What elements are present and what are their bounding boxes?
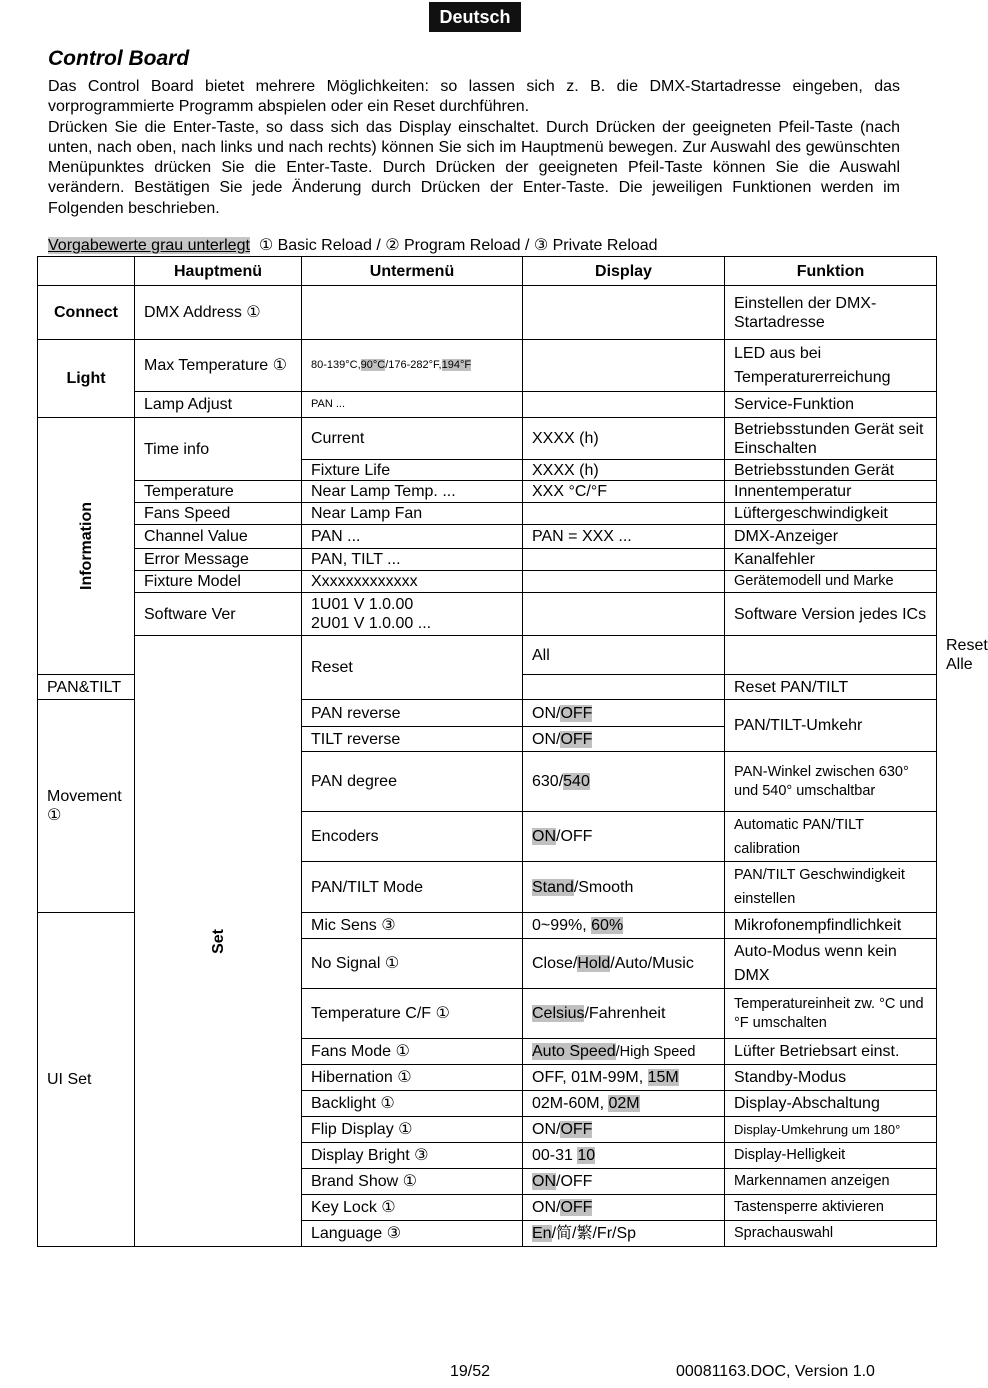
table-row (38, 286, 937, 340)
table-row (38, 392, 937, 418)
section-set (135, 636, 302, 1247)
submenu-cell: Temperature C/F ① (302, 989, 523, 1039)
function-cell: PAN-Winkel zwischen 630° und 540° umschaltbar (725, 752, 937, 812)
submenu-cell: Display Bright ③ (302, 1143, 523, 1169)
submenu-cell: Fans Mode ① (302, 1039, 523, 1065)
function-cell: Auto-Modus wenn kein DMX (725, 939, 937, 989)
display-cell (523, 392, 725, 418)
submenu-cell: TILT reverse (302, 727, 523, 752)
submenu-cell: PAN&TILT (38, 675, 135, 700)
display-option: /Smooth (573, 878, 634, 896)
submenu-cell: Brand Show ① (302, 1169, 523, 1195)
submenu-default-f: 194°F (441, 359, 472, 371)
display-default: OFF (560, 704, 593, 722)
submenu-cell: Mic Sens ③ (302, 913, 523, 939)
display-cell (523, 1065, 725, 1091)
function-cell: Temperatureinheit zw. °C und °F umschalten (725, 989, 937, 1039)
display-option: /Auto/Music (610, 955, 694, 972)
display-default: Stand (532, 878, 574, 896)
legend-grey-label: Vorgabewerte grau unterlegt (48, 237, 250, 254)
display-cell (523, 727, 725, 752)
display-option: 02M-60M, (532, 1095, 609, 1112)
main-menu-cell: Time info (135, 418, 302, 481)
main-menu-cell: Fixture Model (135, 571, 302, 593)
display-cell (523, 549, 725, 571)
intro-paragraph-2: Drücken Sie die Enter-Taste, so dass sich das Display einschaltet. Durch Drücken der geeigneten Pfeil-Taste (nach unten, nach oben, nach links und nach rechts) können Sie sich im Hauptmenü bewegen. Zur Auswahl des gewünschten Menüpunktes drücken Sie die Enter-Taste. Durch Drücken der geeigneten Pfeil-Taste können Sie die Auswahl verändern. Bestätigen Sie jede Änderung durch Drücken der Enter-Taste. Die jeweiligen Funktionen werden im Folgenden beschrieben. (48, 118, 900, 217)
display-cell (523, 1039, 725, 1065)
submenu-cell: Current (302, 418, 523, 460)
table-row (38, 549, 937, 571)
display-cell (523, 340, 725, 392)
header-main-menu: Hauptmenü (135, 257, 302, 286)
function-cell: Tastensperre aktivieren (725, 1195, 937, 1221)
table-header-row (38, 257, 937, 286)
submenu-cell: Key Lock ① (302, 1195, 523, 1221)
table-row (38, 340, 937, 392)
header-submenu: Untermenü (302, 257, 523, 286)
function-cell: Betriebsstunden Gerät (725, 460, 937, 481)
display-default: 02M (608, 1095, 640, 1112)
function-cell: Display-Abschaltung (725, 1091, 937, 1117)
main-menu-cell: Temperature (135, 481, 302, 503)
submenu-cell: All (523, 636, 725, 675)
function-cell: Kanalfehler (725, 549, 937, 571)
submenu-cell (302, 286, 523, 340)
display-option: /OFF (556, 1173, 593, 1190)
function-cell: Service-Funktion (725, 392, 937, 418)
submenu-cell: 1U01 V 1.0.00 2U01 V 1.0.00 ... (302, 593, 523, 636)
function-cell: Lüftergeschwindigkeit (725, 503, 937, 525)
display-option: /OFF (556, 828, 593, 845)
submenu-range-c: 80-139°C, (311, 359, 361, 371)
display-option: ON/ (532, 1121, 561, 1138)
display-cell (523, 1221, 725, 1247)
display-cell (523, 593, 725, 636)
section-connect: Connect (38, 286, 135, 340)
main-menu-cell: Channel Value (135, 525, 302, 549)
page-number: 19/52 (450, 1363, 491, 1380)
section-set-label: Set (209, 928, 227, 954)
display-default: 15M (647, 1069, 679, 1086)
display-cell (523, 286, 725, 340)
display-default: OFF (560, 730, 593, 748)
display-cell (523, 752, 725, 812)
display-default: Auto Speed (532, 1042, 616, 1060)
main-menu-cell: Max Temperature ① (135, 340, 302, 392)
function-cell: Betriebsstunden Gerät seit Einschalten (725, 418, 937, 460)
display-cell (523, 913, 725, 939)
section-information (38, 418, 135, 675)
function-cell: DMX-Anzeiger (725, 525, 937, 549)
submenu-default-c: 90°C (360, 359, 386, 371)
function-cell: Sprachauswahl (725, 1221, 937, 1247)
table-row (38, 571, 937, 593)
display-cell (725, 636, 937, 675)
submenu-cell: PAN/TILT Mode (302, 862, 523, 913)
function-cell: Software Version jedes ICs (725, 593, 937, 636)
intro-text (48, 77, 900, 219)
display-option: ON/ (532, 730, 561, 748)
submenu-range-f: /176-282°F, (385, 359, 442, 371)
display-cell (523, 700, 725, 727)
submenu-cell: Encoders (302, 812, 523, 862)
display-default: OFF (560, 1121, 593, 1138)
main-menu-cell: Movement ① (38, 700, 135, 913)
display-cell (523, 1117, 725, 1143)
main-menu-cell: DMX Address ① (135, 286, 302, 340)
submenu-cell: Backlight ① (302, 1091, 523, 1117)
main-menu-cell: Fans Speed (135, 503, 302, 525)
submenu-cell: Flip Display ① (302, 1117, 523, 1143)
function-cell: Standby-Modus (725, 1065, 937, 1091)
function-cell: Automatic PAN/TILT calibration (725, 812, 937, 862)
function-cell: Lüfter Betriebsart einst. (725, 1039, 937, 1065)
function-cell: Gerätemodell und Marke (725, 571, 937, 593)
display-option: OFF, 01M-99M, (532, 1069, 648, 1086)
submenu-cell: PAN degree (302, 752, 523, 812)
display-default: ON (532, 828, 556, 845)
legend (48, 235, 658, 255)
function-cell: Mikrofonempfindlichkeit (725, 913, 937, 939)
display-default: Hold (577, 955, 611, 972)
main-menu-cell: Reset (302, 636, 523, 700)
display-option: /简/繁/Fr/Sp (551, 1225, 637, 1242)
table-row (38, 593, 937, 636)
display-cell (523, 939, 725, 989)
display-cell (523, 812, 725, 862)
language-tab: Deutsch (429, 2, 521, 32)
submenu-cell: Near Lamp Temp. ... (302, 481, 523, 503)
display-cell (523, 1143, 725, 1169)
function-cell: Innentemperatur (725, 481, 937, 503)
submenu-cell: Hibernation ① (302, 1065, 523, 1091)
table-row (38, 503, 937, 525)
section-light: Light (38, 340, 135, 418)
submenu-cell: Language ③ (302, 1221, 523, 1247)
legend-reload-keys: ① Basic Reload / ② Program Reload / ③ Private Reload (249, 237, 658, 254)
display-cell (523, 1169, 725, 1195)
display-cell: PAN = XXX ... (523, 525, 725, 549)
main-menu-cell: UI Set (38, 913, 135, 1247)
display-option: /High Speed (615, 1043, 696, 1060)
display-cell: XXXX (h) (523, 418, 725, 460)
function-cell: Display-Umkehrung um 180° (725, 1117, 937, 1143)
display-default: En (532, 1225, 552, 1242)
submenu-cell: No Signal ① (302, 939, 523, 989)
header-display: Display (523, 257, 725, 286)
display-cell (523, 675, 725, 700)
table-row (38, 481, 937, 503)
display-cell (523, 989, 725, 1039)
function-cell: Display-Helligkeit (725, 1143, 937, 1169)
submenu-cell: PAN ... (302, 392, 523, 418)
submenu-cell: PAN ... (302, 525, 523, 549)
intro-paragraph-1: Das Control Board bietet mehrere Möglichkeiten: so lassen sich z. B. die DMX-Startadresse eingeben, das vorprogrammierte Programm abspielen oder ein Reset durchführen. (48, 78, 900, 116)
header-empty (38, 257, 135, 286)
display-default: 540 (563, 773, 590, 790)
display-cell: XXXX (h) (523, 460, 725, 481)
display-option: ON/ (532, 1199, 561, 1216)
header-function: Funktion (725, 257, 937, 286)
function-cell: PAN/TILT-Umkehr (725, 700, 937, 752)
display-default: OFF (560, 1199, 593, 1216)
function-cell: LED aus bei Temperaturerreichung (725, 340, 937, 392)
display-cell: XXX °C/°F (523, 481, 725, 503)
function-cell: Einstellen der DMX-Startadresse (725, 286, 937, 340)
display-cell (523, 1091, 725, 1117)
main-menu-cell: Lamp Adjust (135, 392, 302, 418)
section-title: Control Board (48, 47, 190, 70)
submenu-cell (302, 340, 523, 392)
function-cell: PAN/TILT Geschwindigkeit einstellen (725, 862, 937, 913)
display-option: 630/ (532, 773, 564, 790)
display-default: Celsius (532, 1005, 585, 1022)
display-option: 00-31 (532, 1147, 578, 1164)
display-default: 60% (591, 917, 624, 934)
display-option: ON/ (532, 704, 561, 722)
display-cell (523, 862, 725, 913)
display-option: Close/ (532, 955, 578, 972)
display-cell (523, 503, 725, 525)
display-option: /Fahrenheit (584, 1005, 666, 1022)
display-default: ON (532, 1173, 556, 1190)
submenu-cell: Near Lamp Fan (302, 503, 523, 525)
section-information-label: Information (77, 502, 95, 590)
function-cell: Markennamen anzeigen (725, 1169, 937, 1195)
main-menu-cell: Error Message (135, 549, 302, 571)
submenu-cell: PAN reverse (302, 700, 523, 727)
document-id: 00081163.DOC, Version 1.0 (676, 1363, 875, 1380)
submenu-cell: Fixture Life (302, 460, 523, 481)
display-option: 0~99%, (532, 917, 592, 934)
display-default: 10 (577, 1147, 596, 1164)
table-row (38, 418, 937, 460)
table-row (38, 525, 937, 549)
main-menu-cell: Software Ver (135, 593, 302, 636)
submenu-cell: PAN, TILT ... (302, 549, 523, 571)
submenu-cell: Xxxxxxxxxxxxx (302, 571, 523, 593)
table-row: Set Reset All Reset Alle (38, 636, 937, 675)
display-cell (523, 571, 725, 593)
function-cell: Reset PAN/TILT (725, 675, 937, 700)
control-board-table (37, 256, 988, 1247)
display-cell (523, 1195, 725, 1221)
